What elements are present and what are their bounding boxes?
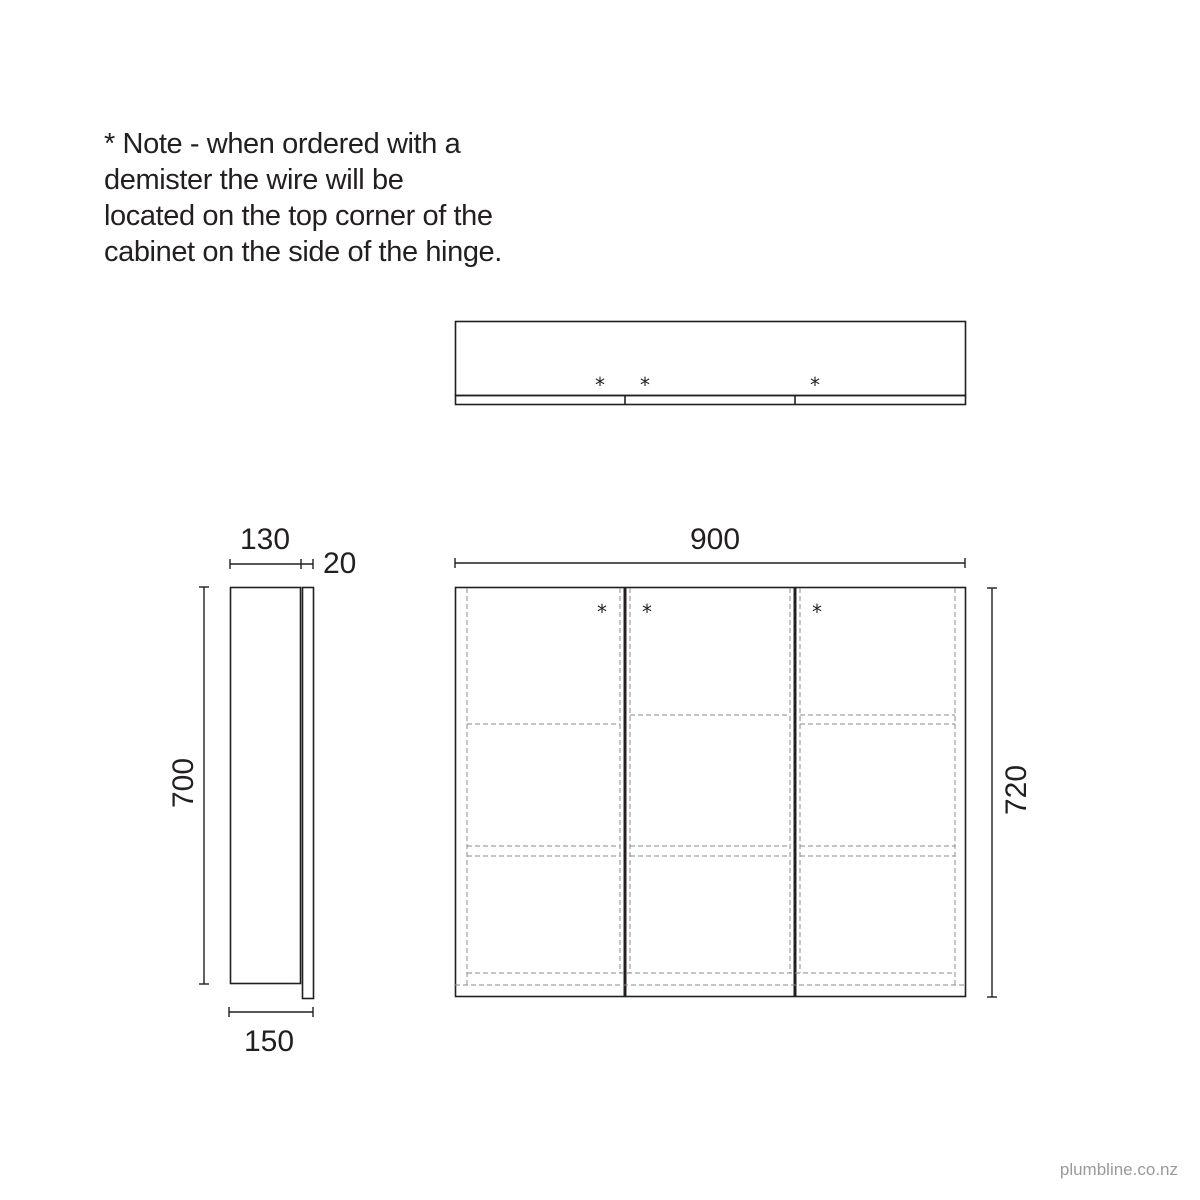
plan-door-strip [456, 396, 966, 405]
front-width-dimension-line [455, 558, 965, 568]
side-total-depth-dimension-line [229, 1007, 313, 1017]
side-cabinet-body [231, 588, 301, 984]
note-line-2: demister the wire will be [104, 164, 404, 196]
front-height-dimension-line [987, 588, 997, 997]
front-wire-marker-2: * [642, 600, 652, 624]
plan-wire-marker-2: * [640, 373, 650, 397]
plan-cabinet-body [456, 322, 966, 396]
side-depth-dimension-line [230, 559, 313, 569]
side-depth-body-label: 130 [239, 523, 291, 556]
side-door-panel [303, 588, 314, 999]
front-wire-marker-1: * [597, 600, 607, 624]
side-depth-door-label: 20 [323, 547, 357, 580]
note-line-1: * Note - when ordered with a [104, 128, 461, 160]
side-total-depth-label: 150 [243, 1025, 295, 1058]
side-height-label: 700 [167, 757, 200, 809]
note-line-4: cabinet on the side of the hinge. [104, 236, 502, 268]
front-hidden-interior-lines [455, 588, 965, 985]
front-view [456, 587, 966, 997]
note-line-3: located on the top corner of the [104, 200, 493, 232]
front-cabinet-outline [456, 588, 966, 997]
front-wire-marker-3: * [812, 600, 822, 624]
front-width-label: 900 [689, 523, 741, 556]
side-view [231, 588, 314, 999]
watermark: plumbline.co.nz [1059, 1160, 1178, 1179]
front-height-label: 720 [1000, 764, 1033, 816]
side-height-dimension-line [199, 587, 209, 984]
plan-wire-marker-1: * [595, 373, 605, 397]
plan-view [456, 322, 966, 405]
plan-wire-marker-3: * [810, 373, 820, 397]
